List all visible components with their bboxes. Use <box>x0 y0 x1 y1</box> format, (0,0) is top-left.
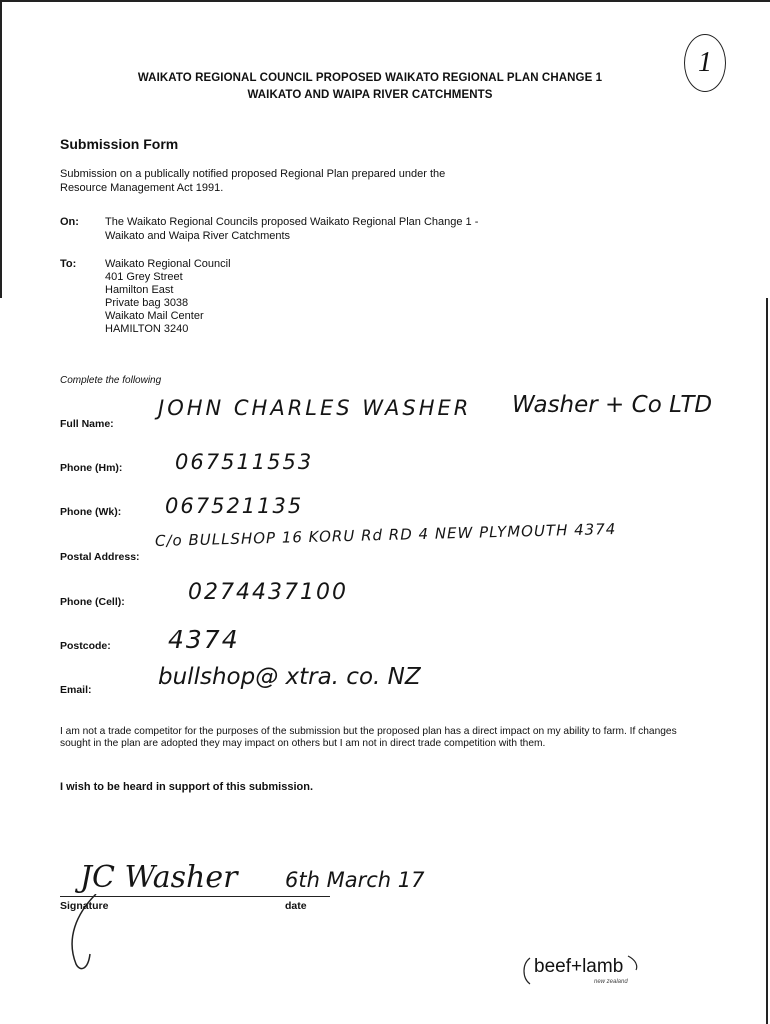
to-address-line: 401 Grey Street <box>105 271 183 283</box>
signature-mark[interactable]: JC Washer <box>80 860 238 895</box>
logo-text: beef+lamb <box>534 956 624 977</box>
document-title-line2: WAIKATO AND WAIPA RIVER CATCHMENTS <box>247 89 493 101</box>
page-border-top <box>0 0 770 2</box>
phone-cell-value[interactable]: 0274437100 <box>188 580 348 605</box>
full-name-label: Full Name: <box>60 418 114 430</box>
beef-lamb-logo <box>520 948 642 988</box>
signature-date-value[interactable]: 6th March 17 <box>285 868 425 892</box>
intro-text-line2: Resource Management Act 1991. <box>60 182 224 194</box>
to-address-line: HAMILTON 3240 <box>105 323 189 335</box>
on-text-line2: Waikato and Waipa River Catchments <box>105 230 291 242</box>
email-value[interactable]: bullshop@ xtra. co. NZ <box>158 664 421 690</box>
to-label: To: <box>60 258 77 270</box>
to-address-line: Private bag 3038 <box>105 297 189 309</box>
signature-label: Signature <box>60 900 109 912</box>
phone-cell-label: Phone (Cell): <box>60 596 125 608</box>
phone-wk-value[interactable]: 067521135 <box>165 494 304 518</box>
logo-subtext: new zealand <box>594 979 628 985</box>
full-name-value[interactable]: JOHN CHARLES WASHER <box>158 396 472 420</box>
page-border-right <box>766 298 768 1024</box>
to-address-line: Waikato Regional Council <box>105 258 231 270</box>
form-heading: Submission Form <box>60 136 179 152</box>
postal-address-value[interactable]: C/o BULLSHOP 16 KORU Rd RD 4 NEW PLYMOUTH 4374 <box>154 519 617 550</box>
on-label: On: <box>60 216 79 228</box>
email-label: Email: <box>60 684 92 696</box>
phone-hm-label: Phone (Hm): <box>60 462 123 474</box>
intro-text-line1: Submission on a publically notified proposed Regional Plan prepared under the <box>60 168 446 180</box>
signature-line <box>60 896 330 897</box>
to-address-line: Hamilton East <box>105 284 174 296</box>
declaration-text: I am not a trade competitor for the purposes of the submission but the proposed plan has a direct impact on my ability to farm. If changes sought in the plan are adopted they may impact on others but I am not in direct trade competition with them. <box>60 726 677 749</box>
date-label: date <box>285 900 307 912</box>
postal-address-label: Postal Address: <box>60 551 140 563</box>
document-title-line1: WAIKATO REGIONAL COUNCIL PROPOSED WAIKATO REGIONAL PLAN CHANGE 1 <box>137 72 603 84</box>
heard-statement: I wish to be heard in support of this submission. <box>60 781 314 793</box>
page-border-left <box>0 0 2 298</box>
postcode-label: Postcode: <box>60 640 111 652</box>
phone-wk-label: Phone (Wk): <box>60 506 122 518</box>
on-text-line1: The Waikato Regional Councils proposed Waikato Regional Plan Change 1 - <box>105 216 479 228</box>
company-value[interactable]: Washer + Co LTD <box>512 392 713 418</box>
phone-hm-value[interactable]: 067511553 <box>175 450 314 474</box>
complete-note: Complete the following <box>60 375 162 386</box>
page-number-circle: 1 <box>684 34 726 92</box>
to-address-line: Waikato Mail Center <box>105 310 204 322</box>
postcode-value[interactable]: 4374 <box>168 625 240 654</box>
